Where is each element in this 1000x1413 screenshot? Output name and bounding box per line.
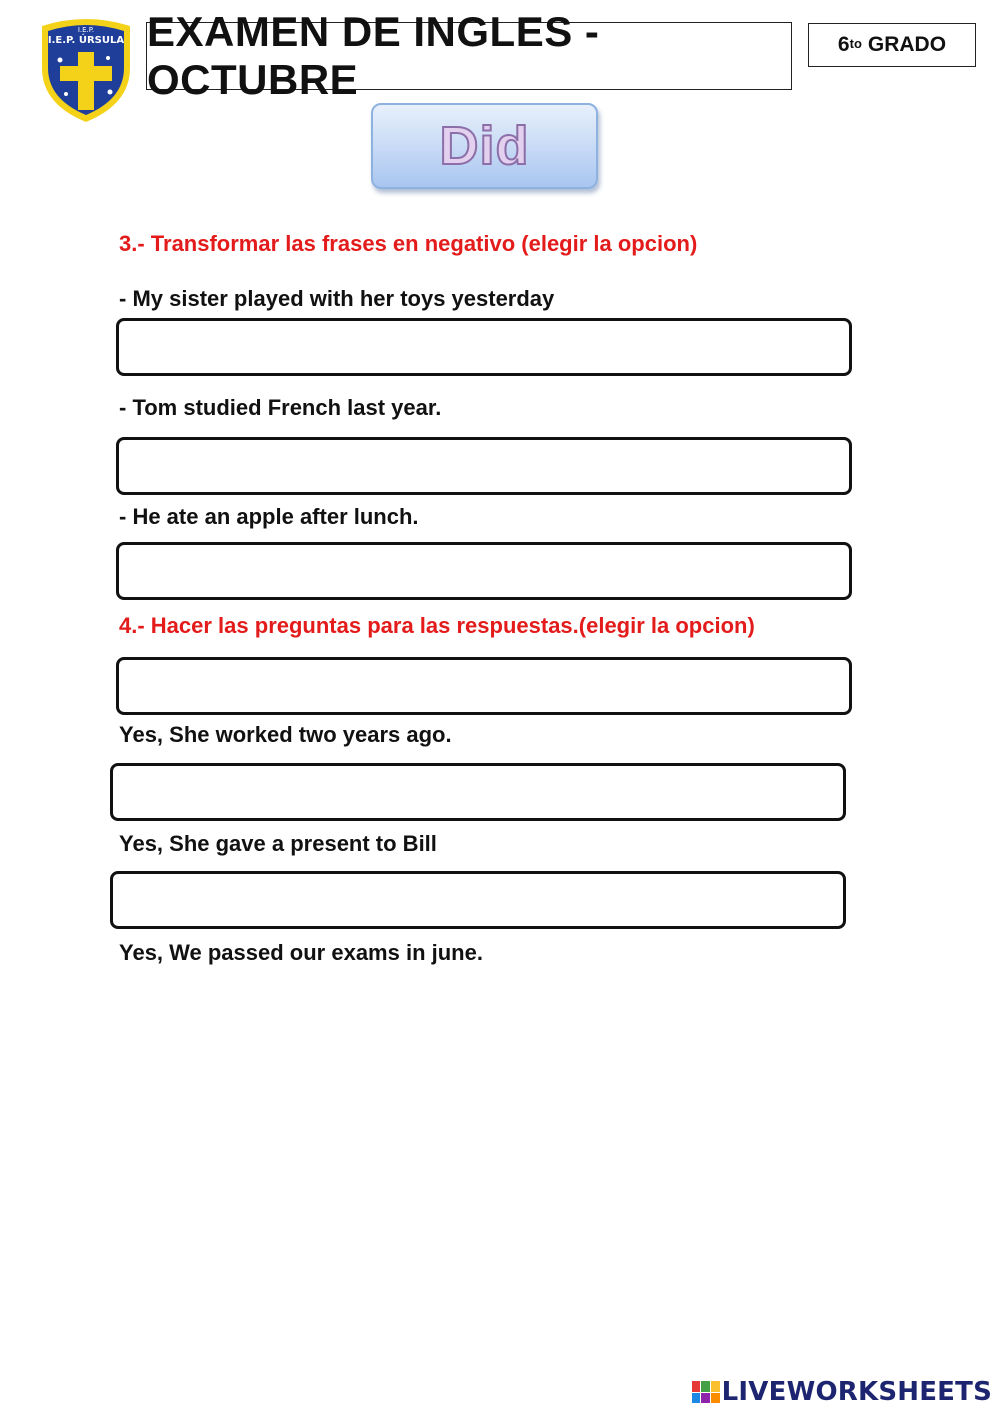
grade-label xyxy=(808,23,976,67)
section-4-answer-1: Yes, She worked two years ago. xyxy=(119,722,452,747)
grade-number: 6 xyxy=(837,33,850,56)
section-4-question-2[interactable] xyxy=(110,763,846,821)
did-badge-text: Did xyxy=(439,116,530,176)
did-badge xyxy=(371,103,598,189)
section-4-question-1[interactable] xyxy=(116,657,852,715)
grade-suffix: to xyxy=(849,35,862,51)
section-3-answer-1[interactable] xyxy=(116,318,852,376)
logo-text: I.E.P. ÚRSULA xyxy=(47,35,125,46)
section-4-answer-3: Yes, We passed our exams in june. xyxy=(119,940,483,965)
school-logo xyxy=(38,16,134,126)
section-4-answer-2: Yes, She gave a present to Bill xyxy=(119,831,437,856)
section-3-title: 3.- Transformar las frases en negativo (elegir la opcion) xyxy=(119,231,698,256)
section-3-prompt-1: - My sister played with her toys yesterday xyxy=(119,286,555,311)
grade-word: GRADO xyxy=(867,33,947,56)
section-4-title: 4.- Hacer las preguntas para las respuestas.(elegir la opcion) xyxy=(119,613,755,638)
liveworksheets-logo-icon xyxy=(692,1381,720,1403)
section-3-prompt-2: - Tom studied French last year. xyxy=(119,395,442,420)
liveworksheets-brand xyxy=(692,1377,992,1407)
section-3-answer-2[interactable] xyxy=(116,437,852,495)
section-4-question-3[interactable] xyxy=(110,871,846,929)
section-3-prompt-3: - He ate an apple after lunch. xyxy=(119,504,419,529)
exam-title xyxy=(146,8,792,103)
svg-text:I.E.P.: I.E.P. xyxy=(77,26,95,34)
liveworksheets-text: LIVEWORKSHEETS xyxy=(721,1377,992,1407)
section-3-answer-3[interactable] xyxy=(116,542,852,600)
exam-title-text: EXAMEN DE INGLES - OCTUBRE xyxy=(147,8,600,103)
